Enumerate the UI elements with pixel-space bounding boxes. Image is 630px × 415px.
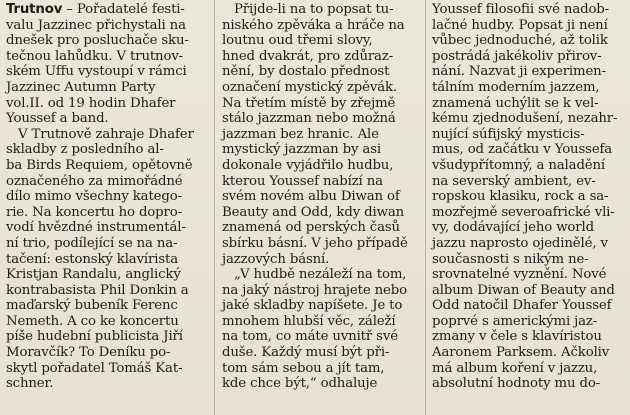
text-line-content: jaké skladby napíšete. Je to	[222, 298, 403, 314]
text-line	[6, 252, 208, 268]
text-line	[6, 376, 208, 392]
text-line-content: dnešek pro posluchače sku-	[6, 33, 189, 49]
text-line	[432, 267, 628, 283]
text-line	[6, 111, 208, 127]
text-line	[6, 18, 208, 34]
text-line	[222, 298, 418, 314]
text-line	[6, 142, 208, 158]
text-line-content: svém novém albu Diwan of	[222, 189, 400, 205]
text-line-content: má album koření v jazzu,	[432, 360, 598, 376]
text-line	[432, 64, 628, 80]
text-line	[222, 96, 418, 112]
text-line	[432, 174, 628, 190]
text-line-content: nění, by dostalo přednost	[222, 64, 390, 80]
column-divider	[214, 0, 215, 415]
text-line-content: všudypřítomný, a naladění	[432, 157, 606, 173]
text-line-content: ní trio, podílející se na na-	[6, 235, 178, 251]
text-line	[6, 64, 208, 80]
text-line	[222, 142, 418, 158]
text-line-content: kontrabasista Phil Donkin a	[6, 282, 189, 298]
text-line	[222, 205, 418, 221]
text-line	[6, 205, 208, 221]
text-line-content: na jaký nástroj hrajete nebo	[222, 282, 407, 298]
text-line-content: vol.II. od 19 hodin Dhafer	[6, 95, 176, 111]
text-line-content: kterou Youssef nabízí na	[222, 173, 383, 189]
text-line	[222, 329, 418, 345]
text-line-content: nující súfijský mysticis-	[432, 126, 585, 142]
text-line	[432, 283, 628, 299]
text-line-content: vodí hvězdné instrumentál-	[6, 220, 186, 236]
text-line	[432, 111, 628, 127]
text-line-content: loutnu oud třemi slovy,	[222, 33, 373, 49]
text-line	[6, 298, 208, 314]
text-line-content: stálo jazzman nebo možná	[222, 111, 396, 127]
article-column-2	[222, 2, 418, 392]
text-line	[6, 33, 208, 49]
text-line	[6, 2, 208, 18]
text-line	[6, 174, 208, 190]
text-line	[222, 111, 418, 127]
text-line	[222, 174, 418, 190]
text-line	[6, 283, 208, 299]
text-line	[6, 267, 208, 283]
text-line-content: sbírku básní. V jeho případě	[222, 235, 408, 251]
text-line-content: píše hudební publicista Jiří	[6, 329, 183, 345]
text-line-content: Moravčík? To Deníku po-	[6, 345, 171, 361]
text-line	[432, 205, 628, 221]
text-line-content: ském Uffu vystoupí v rámci	[6, 64, 187, 80]
text-line	[6, 158, 208, 174]
text-line	[6, 220, 208, 236]
text-line-content: vy, dodávající jeho world	[432, 220, 594, 236]
text-line	[432, 345, 628, 361]
text-line-content: ropskou klasiku, rock a sa-	[432, 189, 609, 205]
text-line	[222, 2, 418, 18]
text-line	[6, 236, 208, 252]
text-line-content: – Pořadatelé festi-	[62, 2, 185, 17]
text-line	[222, 127, 418, 143]
column-divider	[425, 0, 426, 415]
text-line-content: na tom, co máte uvnitř své	[222, 329, 398, 345]
dateline: Trutnov	[6, 2, 63, 17]
text-line	[222, 361, 418, 377]
text-line-content: tálním moderním jazzem,	[432, 79, 600, 95]
text-line-content: jazzu naprosto ojedinělé, v	[432, 235, 608, 251]
text-line-content: skladby z posledního al-	[6, 142, 164, 158]
text-line-content: maďarský bubeník Ferenc	[6, 298, 178, 314]
text-line	[432, 2, 628, 18]
text-line	[432, 49, 628, 65]
text-line-content: dílo mimo všechny katego-	[6, 189, 182, 205]
text-line-content: Aaronem Parksem. Ačkoliv	[432, 345, 610, 361]
text-line	[432, 220, 628, 236]
text-line	[222, 314, 418, 330]
text-line-content: na severský ambient, ev-	[432, 173, 596, 189]
text-line-content: skytl pořadatel Tomáš Kat-	[6, 360, 183, 376]
text-line-content: označeného za mimořádné	[6, 173, 183, 189]
text-line-content: lačné hudby. Popsat ji není	[432, 17, 608, 33]
text-line	[432, 189, 628, 205]
text-line-content: Jazzinec Autumn Party	[6, 79, 156, 95]
text-line	[432, 127, 628, 143]
text-line	[222, 267, 418, 283]
text-line	[222, 33, 418, 49]
text-line	[222, 189, 418, 205]
text-line	[432, 96, 628, 112]
text-line	[222, 252, 418, 268]
text-line-content: jazzových básní.	[222, 251, 330, 267]
text-line-content: Na třetím místě by zřejmě	[222, 95, 396, 111]
article-column-1	[6, 2, 208, 392]
text-line	[222, 80, 418, 96]
text-line-content: dokonale vyjádřilo hudbu,	[222, 157, 394, 173]
text-line-content: kému zjednodušení, nezahr-	[432, 111, 618, 127]
text-line	[432, 314, 628, 330]
text-line	[432, 33, 628, 49]
text-line	[6, 49, 208, 65]
text-line	[222, 64, 418, 80]
text-line-content: zmany v čele s klavíristou	[432, 329, 602, 345]
text-line-content: Youssef filosofii své nadob-	[432, 2, 610, 17]
text-line-content: kde chce být,“ odhaluje	[222, 376, 378, 392]
text-line-content: niského zpěváka a hráče na	[222, 17, 405, 33]
text-line-content: Beauty and Odd, kdy diwan	[222, 204, 405, 220]
text-line	[6, 80, 208, 96]
text-line	[6, 96, 208, 112]
text-line	[432, 298, 628, 314]
text-line	[222, 158, 418, 174]
article-column-3	[432, 2, 628, 392]
text-line-content: označení mystický zpěvák.	[222, 79, 398, 95]
text-line-content: rie. Na koncertu ho dopro-	[6, 204, 182, 220]
text-line	[222, 18, 418, 34]
text-line	[432, 361, 628, 377]
text-line-content: hned dvakrát, pro zdůraz-	[222, 48, 394, 64]
text-line-content: tom sám sebou a jít tam,	[222, 360, 385, 376]
text-line-content: V Trutnově zahraje Dhafer	[18, 126, 194, 142]
text-line	[6, 345, 208, 361]
text-line	[6, 189, 208, 205]
text-line	[222, 49, 418, 65]
text-line	[6, 127, 208, 143]
text-line-content: mnohem hlubší věc, záleží	[222, 313, 396, 329]
text-line	[6, 314, 208, 330]
text-line-content: ba Birds Requiem, opětovně	[6, 157, 193, 173]
text-line-content: vůbec jednoduché, až tolik	[432, 33, 608, 49]
text-line-content: tačení: estonský klavírista	[6, 251, 178, 267]
text-line-content: tečnou lahůdku. V trutnov-	[6, 48, 184, 64]
text-line-content: mystický jazzman by asi	[222, 142, 381, 158]
text-line-content: Přijde-li na to popsat tu-	[234, 2, 394, 17]
text-line	[432, 252, 628, 268]
text-line	[432, 158, 628, 174]
text-line	[222, 283, 418, 299]
text-line	[432, 329, 628, 345]
text-line	[222, 376, 418, 392]
text-line	[6, 361, 208, 377]
text-line-content: valu Jazzinec přichystali na	[6, 17, 186, 33]
text-line-content: Kristjan Randalu, anglický	[6, 267, 181, 283]
text-line	[432, 376, 628, 392]
text-line	[432, 236, 628, 252]
text-line-content: mozřejmě severoafrické vli-	[432, 204, 615, 220]
text-line	[222, 220, 418, 236]
text-line-content: Youssef a band.	[6, 111, 109, 127]
text-line	[432, 80, 628, 96]
text-line	[222, 236, 418, 252]
text-line	[432, 18, 628, 34]
text-line-content: schner.	[6, 376, 54, 392]
text-line-content: poprvé s americkými jaz-	[432, 313, 598, 329]
text-line-content: srovnatelné vyznění. Nové	[432, 267, 607, 283]
text-line-content: postrádá jakékoliv přirov-	[432, 48, 602, 64]
text-line	[432, 142, 628, 158]
text-line-content: Odd natočil Dhafer Youssef	[432, 298, 612, 314]
text-line-content: znamená od perských časů	[222, 220, 400, 236]
text-line-content: duše. Každý musí být při-	[222, 345, 390, 361]
text-line-content: album Diwan of Beauty and	[432, 282, 615, 298]
text-line-content: jazzman bez hranic. Ale	[222, 126, 379, 142]
text-line-content: mus, od začátku v Youssefa	[432, 142, 613, 158]
text-line-content: současnosti s nikým ne-	[432, 251, 589, 267]
text-line-content: absolutní hodnoty mu do-	[432, 376, 601, 392]
text-line-content: „V hudbě nezáleží na tom,	[234, 267, 407, 283]
text-line-content: znamená uchýlit se k vel-	[432, 95, 599, 111]
text-line	[222, 345, 418, 361]
text-line-content: nání. Nazvat ji experimen-	[432, 64, 606, 80]
text-line	[6, 329, 208, 345]
text-line-content: Nemeth. A co ke koncertu	[6, 313, 179, 329]
